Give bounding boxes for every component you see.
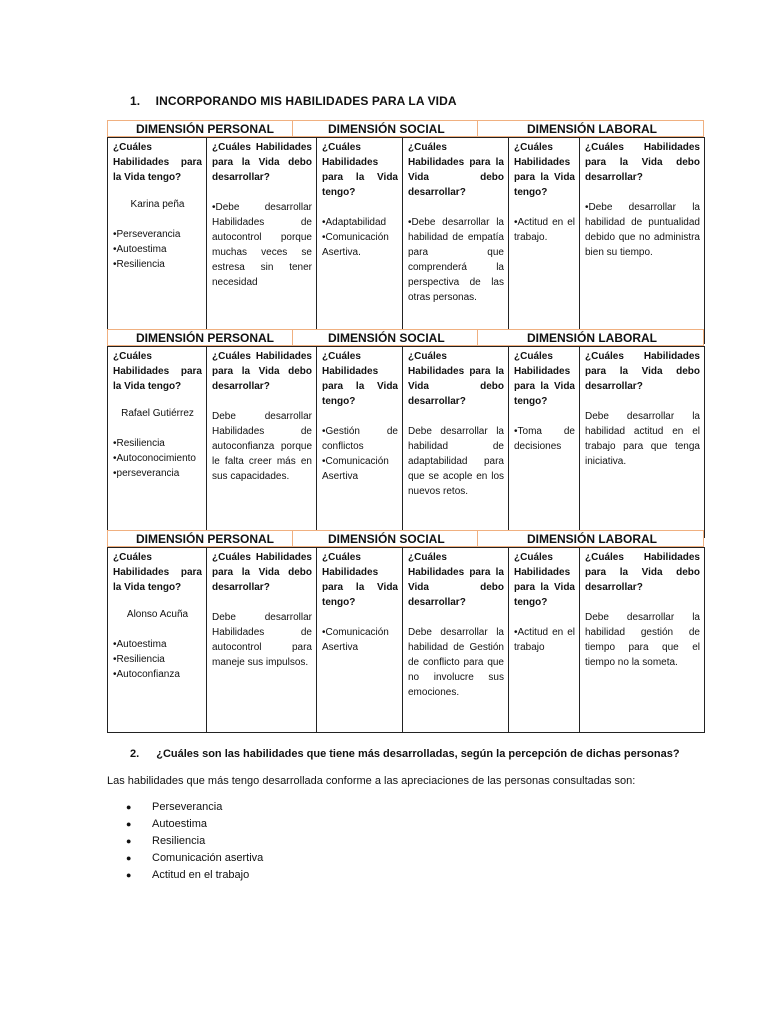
spacer	[322, 409, 398, 424]
laboral-develop-cell	[580, 138, 705, 344]
section-1-heading	[130, 94, 457, 108]
skill-item: •Autoestima	[113, 639, 167, 650]
personal-have-cell	[108, 138, 207, 344]
skill-item: •Autoestima	[113, 244, 167, 255]
social-develop-cell	[403, 347, 509, 538]
dimension-laboral-label: DIMENSIÓN LABORAL	[527, 122, 657, 136]
dimension-header	[107, 329, 704, 346]
spacer	[212, 394, 312, 409]
skill-item: •Perseverancia	[113, 229, 181, 240]
dimension-personal-label: DIMENSIÓN PERSONAL	[136, 331, 275, 345]
question-develop: ¿Cuáles Habilidades para la Vida debo desarrollar?	[585, 351, 700, 392]
skill-name: Perseverancia	[152, 801, 223, 813]
list-item	[107, 833, 263, 850]
question-develop: ¿Cuáles Habilidades para la Vida debo desarrollar?	[585, 552, 700, 593]
dimension-header-cell	[478, 330, 705, 345]
skill-item: •perseverancia	[113, 468, 180, 479]
skill-item: •Autoconocimiento	[113, 453, 196, 464]
question-have: ¿Cuáles Habilidades para la Vida tengo?	[322, 142, 398, 198]
skill-name: Autoestima	[152, 818, 208, 830]
personal-have-cell	[108, 548, 207, 733]
skills-list	[107, 799, 263, 884]
skill-item: •Actitud en el trabajo.	[514, 217, 575, 243]
bullet-icon: ●	[126, 802, 132, 812]
spacer	[585, 185, 700, 200]
skill-item: •Resiliencia	[113, 654, 165, 665]
dimension-header-cell	[478, 121, 705, 136]
skill-name: Resiliencia	[152, 835, 206, 847]
develop-text: •Debe desarrollar la habilidad de puntualidad debido que no administra bien su tiempo.	[585, 202, 700, 258]
spacer	[212, 185, 312, 200]
spacer	[514, 610, 575, 625]
dimension-header-cell	[108, 330, 293, 345]
question-have: ¿Cuáles Habilidades para la Vida tengo?	[113, 552, 202, 593]
spacer	[514, 200, 575, 215]
dimension-header	[107, 530, 704, 547]
section-2-heading	[130, 748, 680, 760]
spacer	[408, 409, 504, 424]
table-row	[108, 548, 705, 733]
skill-name: Actitud en el trabajo	[152, 869, 250, 881]
social-develop-cell	[403, 138, 509, 344]
skill-item: •Resiliencia	[113, 438, 165, 449]
bullet-icon: ●	[126, 836, 132, 846]
bullet-icon: ●	[126, 819, 132, 829]
list-item	[107, 799, 263, 816]
person-name: Rafael Gutiérrez	[121, 408, 194, 419]
list-item	[107, 816, 263, 833]
dimension-header-cell	[478, 531, 705, 546]
personal-develop-cell	[207, 138, 317, 344]
question-have: ¿Cuáles Habilidades para la Vida tengo?	[113, 351, 202, 392]
spacer	[408, 610, 504, 625]
skill-item: •Resiliencia	[113, 259, 165, 270]
dimension-social-label: DIMENSIÓN SOCIAL	[328, 532, 445, 546]
develop-text: Debe desarrollar la habilidad de Gestión de conflicto para que no involucre sus emociones.	[408, 627, 504, 698]
personal-develop-cell	[207, 347, 317, 538]
dimension-laboral-label: DIMENSIÓN LABORAL	[527, 331, 657, 345]
section-1-title: INCORPORANDO MIS HABILIDADES PARA LA VIDA	[155, 94, 457, 108]
dimension-header-cell	[293, 330, 478, 345]
person-name: Alonso Acuña	[126, 609, 189, 620]
question-develop: ¿Cuáles Habilidades para la Vida debo desarrollar?	[408, 351, 504, 407]
develop-text: Debe desarrollar Habilidades de autocontrol para maneje sus impulsos.	[212, 612, 312, 668]
spacer	[514, 409, 575, 424]
spacer	[322, 200, 398, 215]
skill-item: •Adaptabilidad	[322, 217, 387, 228]
personal-have-cell	[108, 347, 207, 538]
dimension-header	[107, 120, 704, 137]
question-develop: ¿Cuáles Habilidades para la Vida debo desarrollar?	[212, 552, 312, 593]
develop-text: Debe desarrollar la habilidad actitud en el trabajo para que tenga iniciativa.	[585, 411, 700, 467]
skill-item: •Comunicación Asertiva	[322, 627, 389, 653]
skill-name: Comunicación asertiva	[152, 852, 264, 864]
dimension-personal-label: DIMENSIÓN PERSONAL	[136, 122, 275, 136]
social-have-cell	[317, 347, 403, 538]
section-2-title: ¿Cuáles son las habilidades que tiene más desarrolladas, según la percepción de dichas personas?	[156, 748, 680, 760]
section-1-number: 1.	[130, 94, 141, 108]
skills-table	[107, 137, 705, 344]
laboral-have-cell	[509, 548, 580, 733]
section-2-number: 2.	[130, 748, 140, 760]
personal-develop-cell	[207, 548, 317, 733]
develop-text: Debe desarrollar Habilidades de autoconfianza porque le falta creer más en sus capacidades.	[212, 411, 312, 482]
question-develop: ¿Cuáles Habilidades para la Vida debo desarrollar?	[212, 142, 312, 183]
dimension-header-cell	[108, 121, 293, 136]
develop-text: •Debe desarrollar Habilidades de autocontrol porque muchas veces se estresa sin tener necesidad	[212, 202, 312, 288]
table-row	[108, 347, 705, 538]
dimension-social-label: DIMENSIÓN SOCIAL	[328, 331, 445, 345]
question-have: ¿Cuáles Habilidades para la Vida tengo?	[322, 351, 398, 407]
dimension-personal-label: DIMENSIÓN PERSONAL	[136, 532, 275, 546]
question-develop: ¿Cuáles Habilidades para la Vida debo desarrollar?	[212, 351, 312, 392]
social-develop-cell	[403, 548, 509, 733]
list-item	[107, 867, 263, 884]
dimension-social-label: DIMENSIÓN SOCIAL	[328, 122, 445, 136]
develop-text: Debe desarrollar la habilidad gestión de tiempo para que el tiempo no la someta.	[585, 612, 700, 668]
social-have-cell	[317, 548, 403, 733]
skill-item: •Actitud en el trabajo	[514, 627, 575, 653]
spacer	[212, 595, 312, 610]
intro-paragraph: Las habilidades que más tengo desarrollada conforme a las apreciaciones de las personas consultadas son:	[107, 775, 636, 787]
dimension-header-cell	[293, 121, 478, 136]
person-name: Karina peña	[130, 199, 185, 210]
bullet-icon: ●	[126, 870, 132, 880]
question-develop: ¿Cuáles Habilidades para la Vida debo desarrollar?	[408, 552, 504, 608]
skill-item: •Autoconfianza	[113, 669, 180, 680]
skills-table	[107, 547, 705, 733]
dimension-laboral-label: DIMENSIÓN LABORAL	[527, 532, 657, 546]
table-row	[108, 138, 705, 344]
question-develop: ¿Cuáles Habilidades para la Vida debo desarrollar?	[408, 142, 504, 198]
skill-item: •Toma de decisiones	[514, 426, 575, 452]
list-item	[107, 850, 263, 867]
question-develop: ¿Cuáles Habilidades para la Vida debo desarrollar?	[585, 142, 700, 183]
skill-item: •Comunicación Asertiva.	[322, 232, 389, 258]
laboral-have-cell	[509, 347, 580, 538]
social-have-cell	[317, 138, 403, 344]
question-have: ¿Cuáles Habilidades para la Vida tengo?	[322, 552, 398, 608]
dimension-header-cell	[108, 531, 293, 546]
question-have: ¿Cuáles Habilidades para la Vida tengo?	[514, 552, 575, 608]
spacer	[322, 610, 398, 625]
spacer	[408, 200, 504, 215]
laboral-develop-cell	[580, 347, 705, 538]
laboral-have-cell	[509, 138, 580, 344]
dimension-header-cell	[293, 531, 478, 546]
skill-item: •Gestión de conflictos	[322, 426, 398, 452]
question-have: ¿Cuáles Habilidades para la Vida tengo?	[514, 351, 575, 407]
skill-item: •Comunicación Asertiva	[322, 456, 389, 482]
bullet-icon: ●	[126, 853, 132, 863]
develop-text: Debe desarrollar la habilidad de adaptabilidad para que se acople en los nuevos retos.	[408, 426, 504, 497]
question-have: ¿Cuáles Habilidades para la Vida tengo?	[113, 142, 202, 183]
develop-text: •Debe desarrollar la habilidad de empatía para que comprenderá la perspectiva de las otras personas.	[408, 217, 504, 303]
spacer	[585, 394, 700, 409]
skills-table	[107, 346, 705, 538]
spacer	[585, 595, 700, 610]
question-have: ¿Cuáles Habilidades para la Vida tengo?	[514, 142, 575, 198]
laboral-develop-cell	[580, 548, 705, 733]
